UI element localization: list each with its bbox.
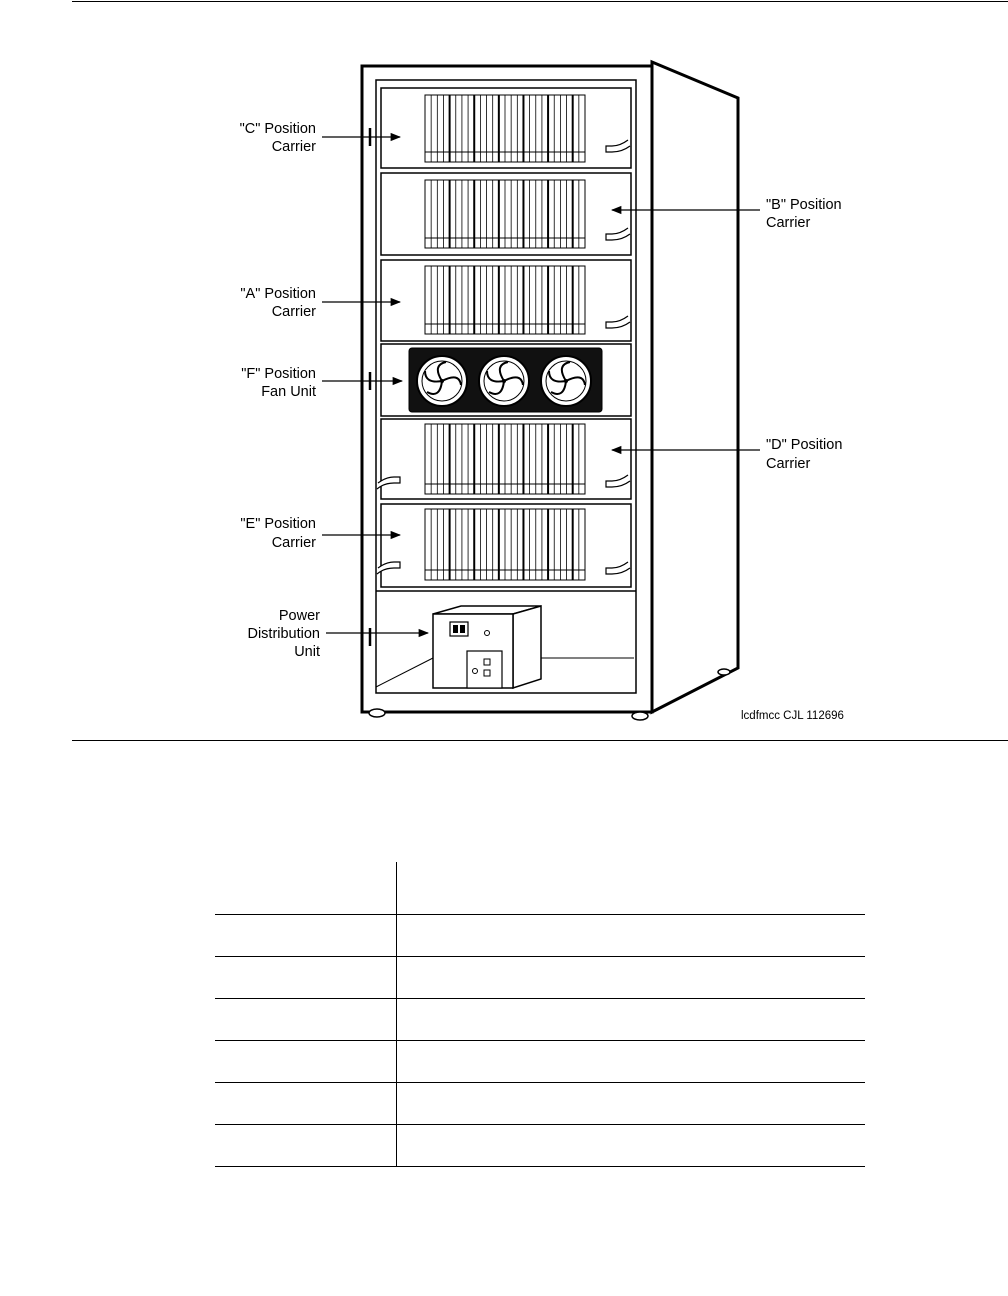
- svg-text:"D" Position: "D" Position: [766, 437, 843, 453]
- carrier-d: [377, 419, 631, 499]
- cabinet-side-panel: [652, 62, 738, 712]
- label-d-position: [766, 437, 842, 472]
- fan-unit: [381, 344, 631, 416]
- svg-text:"F" Position: "F" Position: [241, 366, 316, 382]
- power-distribution-unit: [433, 606, 541, 688]
- table-row-divider: [215, 998, 865, 999]
- svg-text:Fan Unit: Fan Unit: [261, 384, 316, 400]
- svg-text:Distribution: Distribution: [247, 626, 320, 642]
- fan-2: [479, 356, 529, 406]
- carrier-c: [381, 88, 631, 168]
- carrier-e: [377, 504, 631, 587]
- figure-id: lcdfmcc CJL 112696: [741, 710, 844, 722]
- table-row-divider: [215, 956, 865, 957]
- table-row-divider: [215, 914, 865, 915]
- label-e-position: [240, 516, 316, 551]
- label-a-position: [240, 286, 316, 320]
- table-row-divider: [215, 1124, 865, 1125]
- svg-text:Carrier: Carrier: [766, 215, 811, 231]
- table-row-divider: [215, 1040, 865, 1041]
- svg-text:"E" Position: "E" Position: [240, 516, 316, 532]
- label-b-position: [766, 197, 842, 231]
- label-power-distribution-unit: [247, 608, 320, 660]
- carrier-a: [381, 260, 631, 341]
- table-row-divider: [215, 1082, 865, 1083]
- empty-table: [215, 862, 865, 1168]
- svg-text:Unit: Unit: [294, 644, 320, 660]
- svg-text:Carrier: Carrier: [271, 304, 316, 320]
- svg-text:"C" Position: "C" Position: [239, 121, 316, 137]
- label-f-position: [241, 366, 316, 400]
- svg-text:Power: Power: [278, 608, 320, 624]
- fan-3: [541, 356, 591, 406]
- carrier-b: [381, 173, 631, 255]
- table-column-divider: [396, 862, 397, 1167]
- svg-text:"A" Position: "A" Position: [240, 286, 316, 302]
- svg-text:Carrier: Carrier: [271, 139, 316, 155]
- svg-text:Carrier: Carrier: [766, 456, 811, 472]
- svg-text:"B" Position: "B" Position: [766, 197, 842, 213]
- table-bottom-border: [215, 1166, 865, 1167]
- svg-text:Carrier: Carrier: [271, 535, 316, 551]
- fan-1: [417, 356, 467, 406]
- label-c-position: [240, 121, 317, 155]
